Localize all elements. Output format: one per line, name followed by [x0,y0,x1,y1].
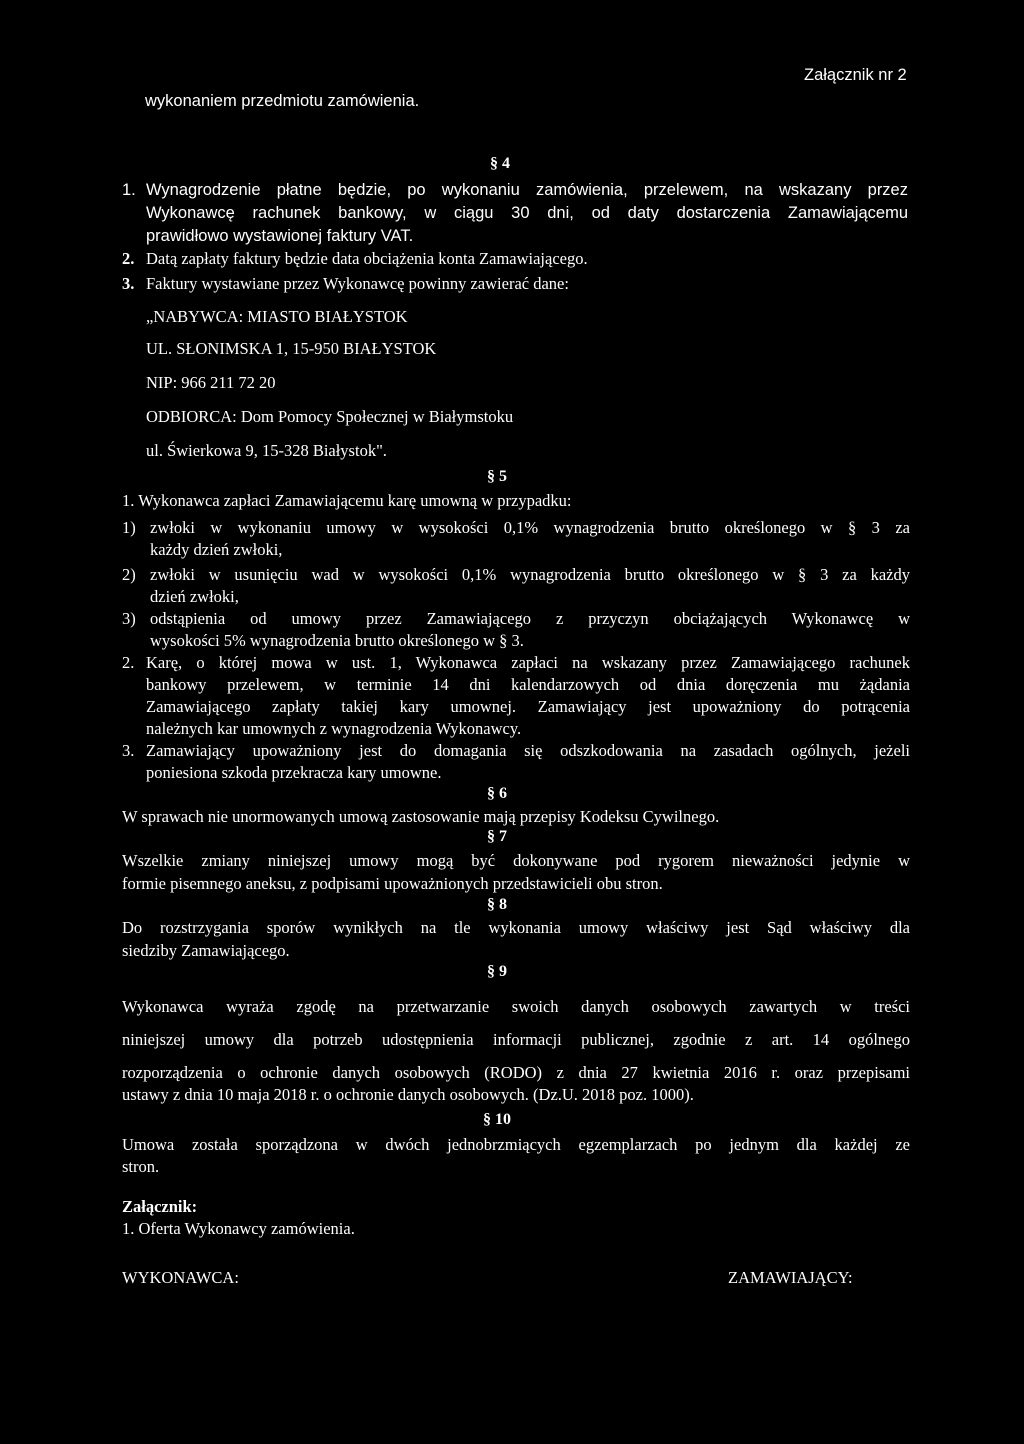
section-6-heading: § 6 [487,785,507,802]
s4-item-1-line-2: Wykonawcę rachunek bankowy, w ciągu 30 dni, od daty dostarczenia Zamawiającemu [146,204,908,222]
s8-line-1: Do rozstrzygania sporów wynikłych na tle wykonania umowy właściwy jest Sąd właściwy dla [122,918,910,937]
s5-intro: 1. Wykonawca zapłaci Zamawiającemu karę umowną w przypadku: [122,491,572,510]
attachment-label: Załącznik: [122,1197,198,1216]
section-7-heading: § 7 [487,828,507,845]
s4-item-2-text: Datą zapłaty faktury będzie data obciążenia konta Zamawiającego. [146,249,588,268]
s9-line-4: ustawy z dnia 10 maja 2018 r. o ochronie danych osobowych. (Dz.U. 2018 poz. 1000). [122,1085,694,1104]
s9-line-1: Wykonawca wyraża zgodę na przetwarzanie swoich danych osobowych zawartych w treści [122,997,910,1016]
s10-line-2: stron. [122,1157,160,1176]
s5-item-3-line-2: wysokości 5% wynagrodzenia brutto określonego w § 3. [150,631,524,650]
client-signature-label: ZAMAWIAJĄCY: [728,1268,853,1287]
section-8-heading: § 8 [487,896,507,913]
s8-line-2: siedziby Zamawiającego. [122,941,290,960]
s5-item-1-line-1: zwłoki w wykonaniu umowy w wysokości 0,1% wynagrodzenia brutto określonego w § 3 za [150,518,910,537]
s5-item-p2-number: 2. [122,653,135,672]
s7-line-1: Wszelkie zmiany niniejszej umowy mogą być dokonywane pod rygorem nieważności jedynie w [122,851,910,870]
s5-p2-line-4: należnych kar umownych z wynagrodzenia Wykonawcy. [146,719,522,738]
s5-p2-line-2: bankowy przelewem, w terminie 14 dni kalendarzowych od dnia doręczenia mu żądania [146,675,910,694]
s5-item-2-line-1: zwłoki w usunięciu wad w wysokości 0,1% wynagrodzenia brutto określonego w § 3 za każdy [150,565,910,584]
s5-p2-line-3: Zamawiającego zapłaty takiej kary umownej. Zamawiający jest upoważniony do potrącenia [146,697,910,716]
s9-line-3: rozporządzenia o ochronie danych osobowych (RODO) z dnia 27 kwietnia 2016 r. oraz przepisami [122,1063,910,1082]
s4-item-3-text: Faktury wystawiane przez Wykonawcę powinny zawierać dane: [146,274,569,293]
s4-item-1-line-1: Wynagrodzenie płatne będzie, po wykonaniu zamówienia, przelewem, na wskazany przez [146,181,908,199]
buyer-name: „NABYWCA: MIASTO BIAŁYSTOK [146,307,408,326]
header-continuation-text: wykonaniem przedmiotu zamówienia. [145,92,420,110]
s4-item-1-line-3: prawidłowo wystawionej faktury VAT. [146,227,414,245]
contractor-signature-label: WYKONAWCA: [122,1268,239,1287]
section-5-heading: § 5 [487,468,507,485]
s5-p3-line-2: poniesiona szkoda przekracza kary umowne. [146,763,442,782]
s5-item-1-line-2: każdy dzień zwłoki, [150,540,283,559]
buyer-street: UL. SŁONIMSKA 1, 15-950 BIAŁYSTOK [146,339,437,358]
s5-item-1-number: 1) [122,518,136,537]
s9-line-2: niniejszej umowy dla potrzeb udostępnienia informacji publicznej, zgodnie z art. 14 ogólnego [122,1030,910,1049]
section-4-heading: § 4 [490,155,510,172]
attachment-number-label: Załącznik nr 2 [804,66,907,84]
s5-item-p3-number: 3. [122,741,135,760]
s7-line-2: formie pisemnego aneksu, z podpisami upoważnionych przedstawicieli obu stron. [122,874,663,893]
recipient-name: ODBIORCA: Dom Pomocy Społecznej w Białymstoku [146,407,514,426]
attachment-item: 1. Oferta Wykonawcy zamówienia. [122,1219,355,1238]
s5-item-2-line-2: dzień zwłoki, [150,587,239,606]
s5-p2-line-1: Karę, o której mowa w ust. 1, Wykonawca zapłaci na wskazany przez Zamawiającego rachunek [146,653,910,672]
s10-line-1: Umowa została sporządzona w dwóch jednobrzmiących egzemplarzach po jednym dla każdej ze [122,1135,910,1154]
recipient-address: ul. Świerkowa 9, 15-328 Białystok". [146,441,387,460]
s5-item-2-number: 2) [122,565,136,584]
s4-item-2-number: 2. [122,249,135,268]
buyer-nip: NIP: 966 211 72 20 [146,373,276,392]
section-9-heading: § 9 [487,963,507,980]
s4-item-1-number: 1. [122,181,136,199]
s5-p3-line-1: Zamawiający upoważniony jest do domagania się odszkodowania na zasadach ogólnych, jeżeli [146,741,910,760]
s5-item-3-line-1: odstąpienia od umowy przez Zamawiającego z przyczyn obciążających Wykonawcę w [150,609,910,628]
s6-text: W sprawach nie unormowanych umową zastosowanie mają przepisy Kodeksu Cywilnego. [122,807,720,826]
s5-item-3-number: 3) [122,609,136,628]
section-10-heading: § 10 [483,1111,511,1128]
s4-item-3-number: 3. [122,274,135,293]
